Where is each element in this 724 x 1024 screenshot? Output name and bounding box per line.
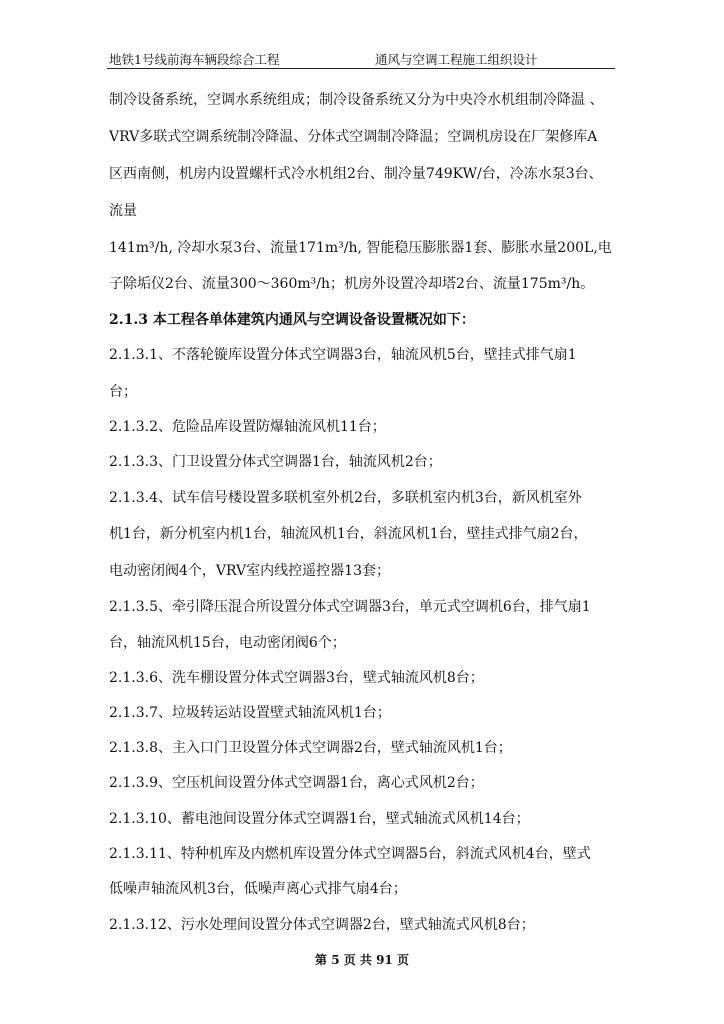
body-line: 机1台，新分机室内机1台，轴流风机1台，斜流风机1台，壁挂式排气扇2台， xyxy=(109,526,588,542)
body-line: 2.1.3.11、特种机库及内燃机库设置分体式空调器5台，斜流式风机4台，壁式 xyxy=(109,846,591,862)
page-header xyxy=(107,48,615,69)
body-line: 2.1.3.4、试车信号楼设置多联机室外机2台，多联机室内机3台，新风机室外 xyxy=(109,490,582,506)
body-line: 2.1.3.5、牵引降压混合所设置分体式空调器3台，单元式空调机6台，排气扇1 xyxy=(109,599,591,615)
body-line: 流量 xyxy=(109,203,137,219)
body-line: 2.1.3.3、门卫设置分体式空调器1台，轴流风机2台； xyxy=(109,454,442,470)
body-line: 台； xyxy=(109,384,137,400)
body-line: 2.1.3.1、不落轮镟库设置分体式空调器3台，轴流风机5台，壁挂式排气扇1 xyxy=(109,347,577,363)
body-line: 2.1.3.9、空压机间设置分体式空调器1台，离心式风机2台； xyxy=(109,775,484,791)
body-line: 子除垢仪2台、流量300～360m³/h；机房外设置冷却塔2台、流量175m³/h。 xyxy=(109,276,595,292)
body-line: 电动密闭阀4个，VRV室内线控遥控器13套； xyxy=(109,563,390,579)
page-number: 第 5 页 共 91 页 xyxy=(315,953,409,967)
body-line: 141m³/h, 冷却水泵3台、流量171m³/h, 智能稳压膨胀器1套、膨胀水量200L,电 xyxy=(109,240,612,256)
body-line: 2.1.3.2、危险品库设置防爆轴流风机11台； xyxy=(109,419,386,435)
body-line: 2.1.3.6、洗车棚设置分体式空调器3台，壁式轴流风机8台； xyxy=(109,670,484,686)
body-line: 2.1.3.10、蓄电池间设置分体式空调器1台，壁式轴流式风机14台； xyxy=(109,811,530,827)
body-line: 区西南侧，机房内设置螺杆式冷水机组2台、制冷量749KW/台，冷冻水泵3台、 xyxy=(109,166,603,182)
body-line: VRV多联式空调系统制冷降温、分体式空调制冷降温；空调机房设在厂架修库A xyxy=(109,129,598,145)
section-heading: 2.1.3 本工程各单体建筑内通风与空调设备设置概况如下： xyxy=(109,312,475,328)
body-line: 2.1.3.8、主入口门卫设置分体式空调器2台，壁式轴流风机1台； xyxy=(109,740,512,756)
body-line: 低噪声轴流风机3台，低噪声离心式排气扇4台； xyxy=(109,881,407,897)
body-line: 制冷设备系统，空调水系统组成；制冷设备系统又分为中央冷水机组制冷降温 、 xyxy=(109,92,604,108)
body-line: 2.1.3.12、污水处理间设置分体式空调器2台，壁式轴流式风机8台； xyxy=(109,917,535,933)
header-project-title: 地铁1号线前海车辆段综合工程 xyxy=(109,52,280,67)
header-document-title: 通风与空调工程施工组织设计 xyxy=(375,52,538,67)
body-line: 台，轴流风机15台，电动密闭阀6个； xyxy=(109,635,346,651)
body-line: 2.1.3.7、垃圾转运站设置壁式轴流风机1台； xyxy=(109,705,391,721)
